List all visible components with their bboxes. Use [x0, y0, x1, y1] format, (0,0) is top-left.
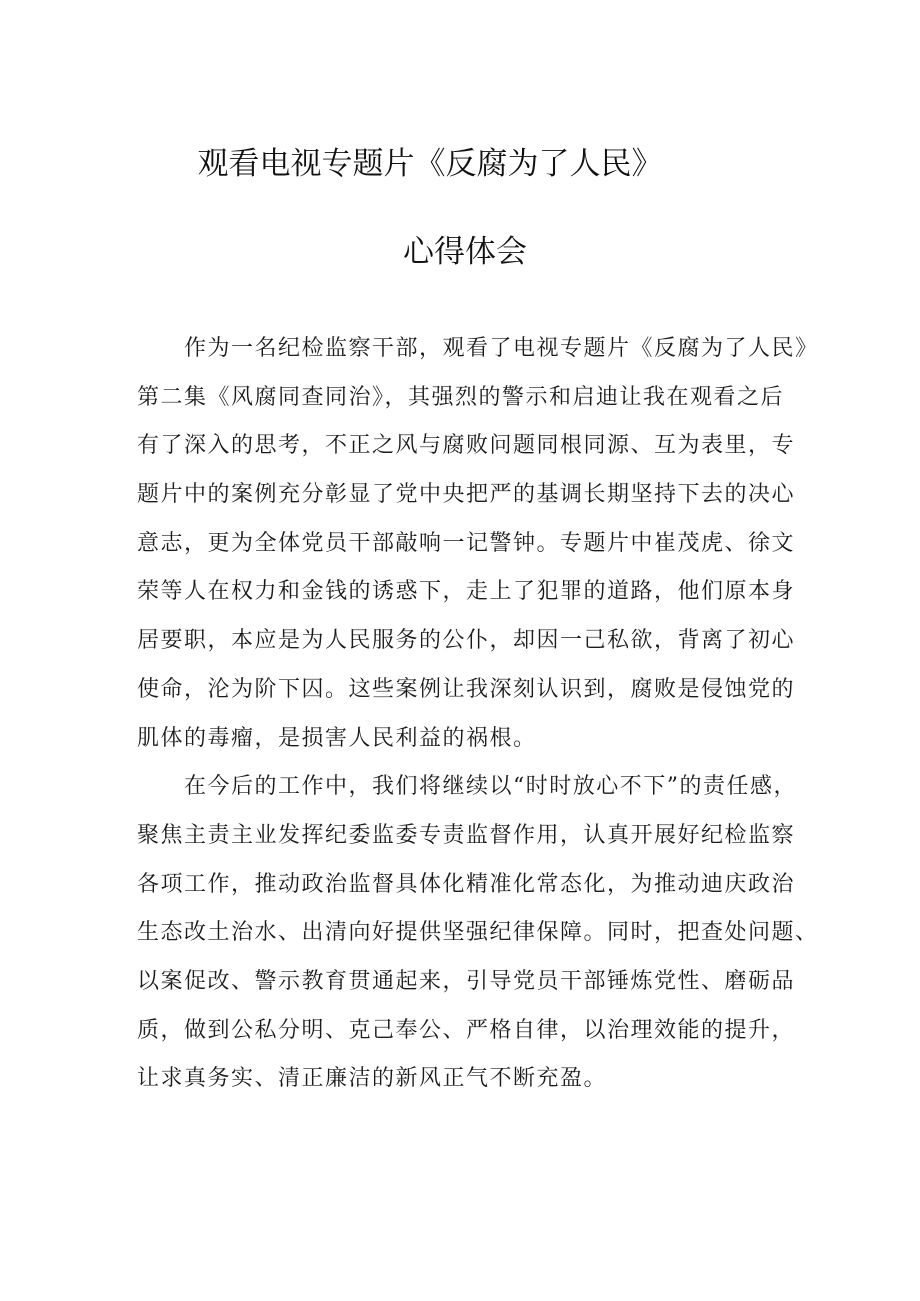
paragraph-2	[137, 767, 819, 1108]
text-line: 生态改土治水、出清向好提供坚强纪律保障。同时，把查处问题、	[137, 920, 819, 946]
text-line: 以案促改、警示教育贯通起来，引导党员干部锤炼党性、磨砺品	[137, 968, 796, 994]
text-line: 荣等人在权力和金钱的诱惑下，走上了犯罪的道路，他们原本身	[137, 579, 796, 605]
text-line: 肌体的毒瘤，是损害人民利益的祸根。	[137, 725, 537, 751]
text-line: 使命，沦为阶下囚。这些案例让我深刻认识到，腐败是侵蚀党的	[137, 676, 796, 702]
text-line: 题片中的案例充分彰显了党中央把严的基调长期坚持下去的决心	[137, 482, 796, 508]
document-body	[137, 329, 819, 1108]
paragraph-1	[137, 329, 819, 767]
text-line: 聚焦主责主业发挥纪委监委专责监督作用，认真开展好纪检监察	[137, 822, 796, 848]
text-line: 作为一名纪检监察干部，观看了电视专题片《反腐为了人民》	[137, 336, 819, 361]
text-line: 有了深入的思考，不正之风与腐败问题同根同源、互为表里，专	[137, 433, 796, 459]
text-line: 居要职，本应是为人民服务的公仆，却因一己私欲，背离了初心	[137, 628, 796, 654]
document-subtitle: 心得体会	[403, 234, 527, 270]
text-line: 质，做到公私分明、克己奉公、严格自律，以治理效能的提升，	[137, 1017, 796, 1043]
text-line: 意志，更为全体党员干部敲响一记警钟。专题片中崔茂虎、徐文	[137, 530, 796, 556]
text-line: 第二集《风腐同查同治》，其强烈的警示和启迪让我在观看之后	[137, 384, 785, 410]
document-title: 观看电视专题片《反腐为了人民》	[197, 146, 663, 182]
text-line: 各项工作，推动政治监督具体化精准化常态化，为推动迪庆政治	[137, 871, 796, 897]
text-line: 在今后的工作中，我们将继续以“时时放心不下”的责任感，	[137, 774, 797, 800]
text-line: 让求真务实、清正廉洁的新风正气不断充盈。	[137, 1066, 608, 1092]
